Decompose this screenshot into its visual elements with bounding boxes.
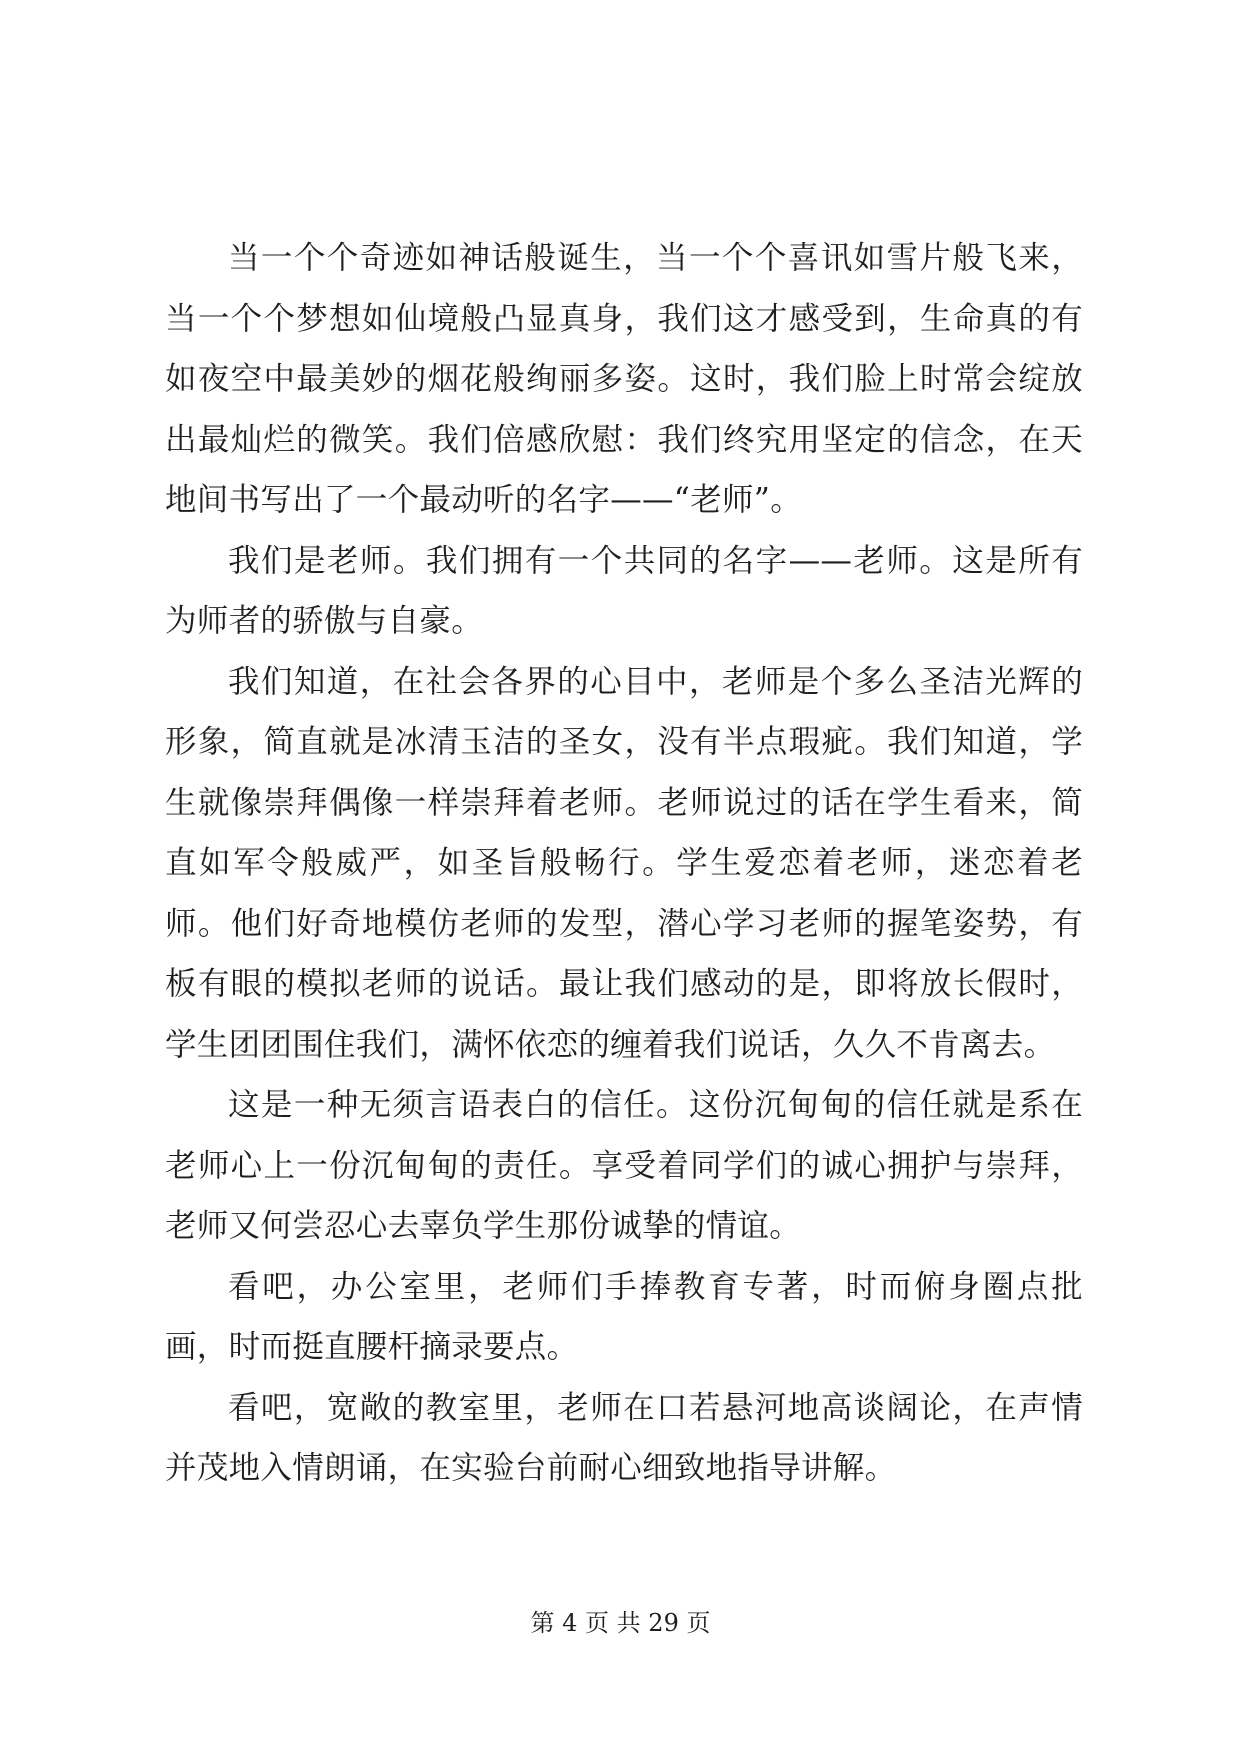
- page-number-footer: 第 4 页 共 29 页: [530, 1609, 711, 1637]
- paragraph-4: 这是一种无须言语表白的信任。这份沉甸甸的信任就是系在老师心上一份沉甸甸的责任。享受着同学们的诚心拥护与崇拜，老师又何尝忍心去辜负学生那份诚挚的情谊。: [165, 1087, 1083, 1244]
- paragraph-3: 我们知道，在社会各界的心目中，老师是个多么圣洁光辉的形象，简直就是冰清玉洁的圣女，没有半点瑕疵。我们知道，学生就像崇拜偶像一样崇拜着老师。老师说过的话在学生看来，简直如军令般威严，如圣旨般畅行。学生爱恋着老师，迷恋着老师。他们好奇地模仿老师的发型，潜心学习老师的握笔姿势，有板有眼的模拟老师的说话。最让我们感动的是，即将放长假时，学生团团围住我们，满怀依恋的缠着我们说话，久久不肯离去。: [165, 663, 1083, 1063]
- body-text: [165, 228, 1083, 1499]
- paragraph-5: 看吧，办公室里，老师们手捧教育专著，时而俯身圈点批画，时而挺直腰杆摘录要点。: [165, 1268, 1083, 1365]
- paragraph-2: 我们是老师。我们拥有一个共同的名字——老师。这是所有为师者的骄傲与自豪。: [165, 542, 1083, 639]
- paragraph-6: 看吧，宽敞的教室里，老师在口若悬河地高谈阔论，在声情并茂地入情朗诵，在实验台前耐心细致地指导讲解。: [165, 1389, 1083, 1486]
- paragraph-1: 当一个个奇迹如神话般诞生，当一个个喜讯如雪片般飞来，当一个个梦想如仙境般凸显真身，我们这才感受到，生命真的有如夜空中最美妙的烟花般绚丽多姿。这时，我们脸上时常会绽放出最灿烂的微笑。我们倍感欣慰：我们终究用坚定的信念，在天地间书写出了一个最动听的名字——“老师”。: [165, 240, 1083, 518]
